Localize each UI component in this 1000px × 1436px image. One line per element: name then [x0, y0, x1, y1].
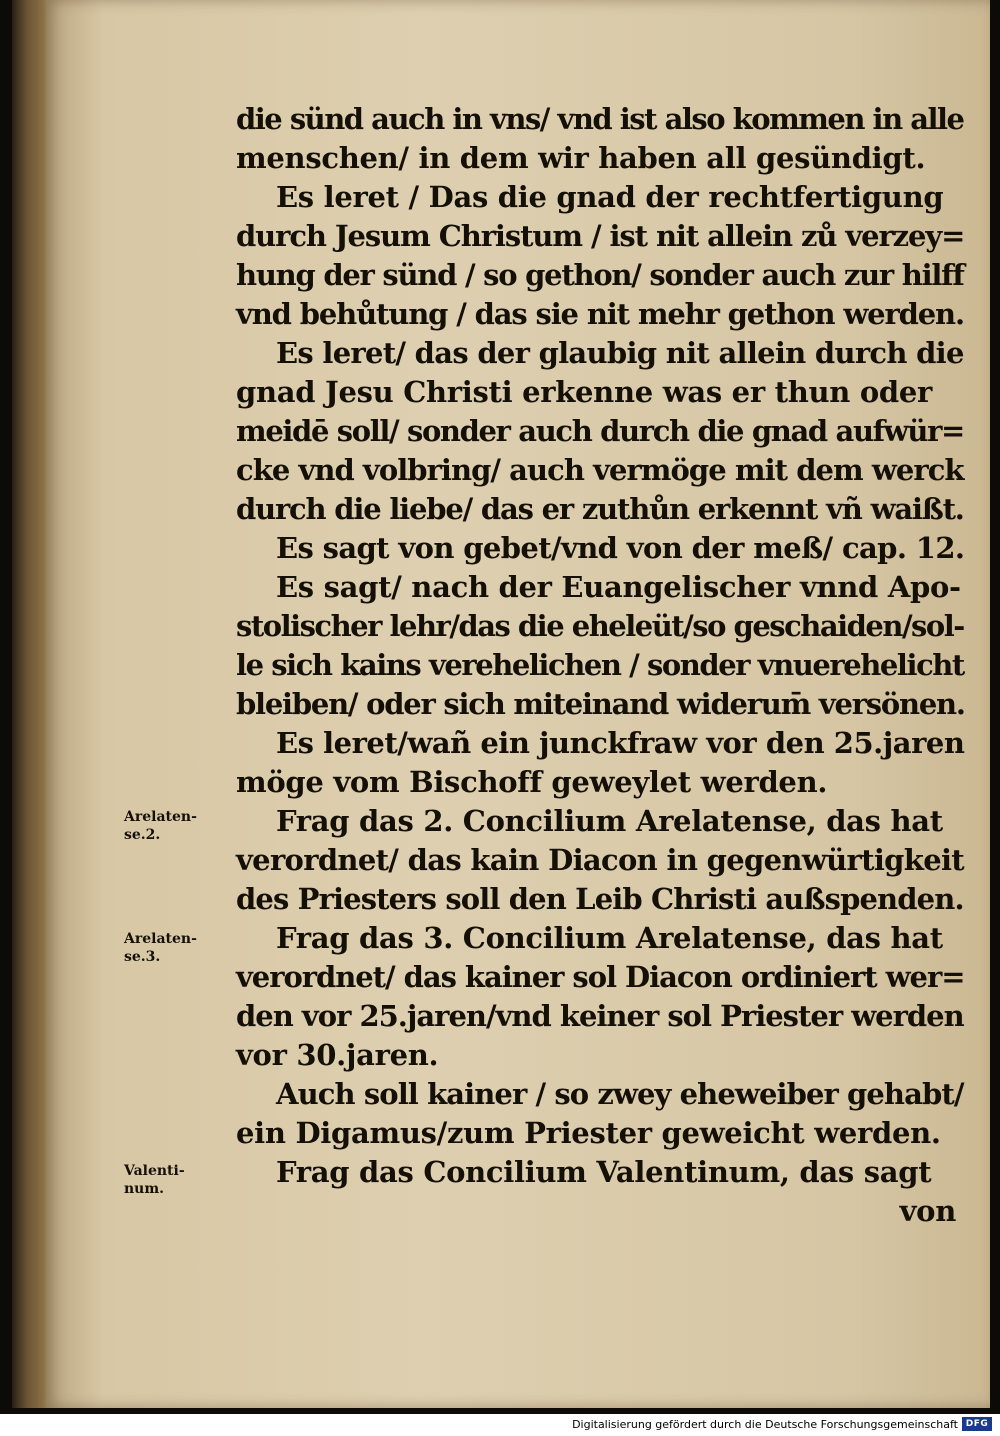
text-line: meidē soll/ sonder auch durch die gnad aufwür=	[236, 414, 964, 448]
text-line: le sich kains verehelichen / sonder vnuerehelicht	[236, 648, 964, 682]
catchword: von	[899, 1194, 956, 1228]
text-line: möge vom Bischoff geweylet werden.	[236, 765, 828, 799]
text-line: des Priesters soll den Leib Christi außspenden.	[236, 882, 964, 916]
text-line: durch die liebe/ das er zuthůn erkennt vñ waißt.	[236, 492, 964, 526]
digitization-footer	[0, 1414, 1000, 1436]
text-line: vor 30.jaren.	[236, 1038, 439, 1072]
text-line: bleiben/ oder sich miteinand widerum̄ versönen.	[236, 687, 965, 721]
marginal-note-arelatense-3	[124, 930, 234, 966]
text-line: stolischer lehr/das die eheleüt/so geschaiden/sol-	[236, 609, 964, 643]
text-line: cke vnd volbring/ auch vermöge mit dem werck	[236, 453, 964, 487]
text-line: Frag das 2. Concilium Arelatense, das hat	[276, 804, 943, 838]
text-line: verordnet/ das kain Diacon in gegenwürtigkeit	[236, 843, 965, 877]
text-line: Es sagt/ nach der Euangelischer vnnd Apo-	[276, 570, 961, 604]
marginal-note-line: se.2.	[124, 827, 161, 843]
text-line: Frag das 3. Concilium Arelatense, das hat	[276, 921, 943, 955]
text-line: vnd behůtung / das sie nit mehr gethon werden.	[236, 297, 964, 331]
text-line: gnad Jesu Christi erkenne was er thun oder	[236, 375, 932, 409]
text-line: Es leret/ das der glaubig nit allein durch die	[276, 336, 964, 370]
marginal-note-line: num.	[124, 1181, 165, 1197]
marginal-note-line: Valenti-	[124, 1163, 185, 1179]
text-line: ein Digamus/zum Priester geweicht werden.	[236, 1116, 941, 1150]
text-line: hung der sünd / so gethon/ sonder auch zur hilff	[236, 258, 964, 292]
text-line: menschen/ in dem wir haben all gesündigt.	[236, 141, 926, 175]
dfg-logo: DFG	[962, 1417, 992, 1431]
main-text-block	[236, 100, 964, 1231]
text-line: Es leret/wañ ein junckfraw vor den 25.jaren	[276, 726, 965, 760]
marginal-note-line: Arelaten-	[124, 809, 197, 825]
text-line: Frag das Concilium Valentinum, das sagt	[276, 1155, 932, 1189]
text-line: Es sagt von gebet/vnd von der meß/ cap. 12.	[276, 531, 965, 565]
marginal-note-line: Arelaten-	[124, 931, 197, 947]
text-line: durch Jesum Christum / ist nit allein zů verzey=	[236, 219, 965, 253]
marginal-note-arelatense-2	[124, 808, 234, 844]
text-line: verordnet/ das kainer sol Diacon ordiniert wer=	[236, 960, 965, 994]
marginal-note-valentinum	[124, 1162, 234, 1198]
footer-credit: Digitalisierung gefördert durch die Deutsche Forschungsgemeinschaft	[572, 1418, 958, 1431]
text-line: Auch soll kainer / so zwey eheweiber gehabt/	[276, 1077, 964, 1111]
text-line: die sünd auch in vns/ vnd ist also kommen in alle	[236, 102, 964, 136]
text-line: Es leret / Das die gnad der rechtfertigung	[276, 180, 944, 214]
text-line: den vor 25.jaren/vnd keiner sol Priester werden	[236, 999, 964, 1033]
marginal-note-line: se.3.	[124, 949, 161, 965]
